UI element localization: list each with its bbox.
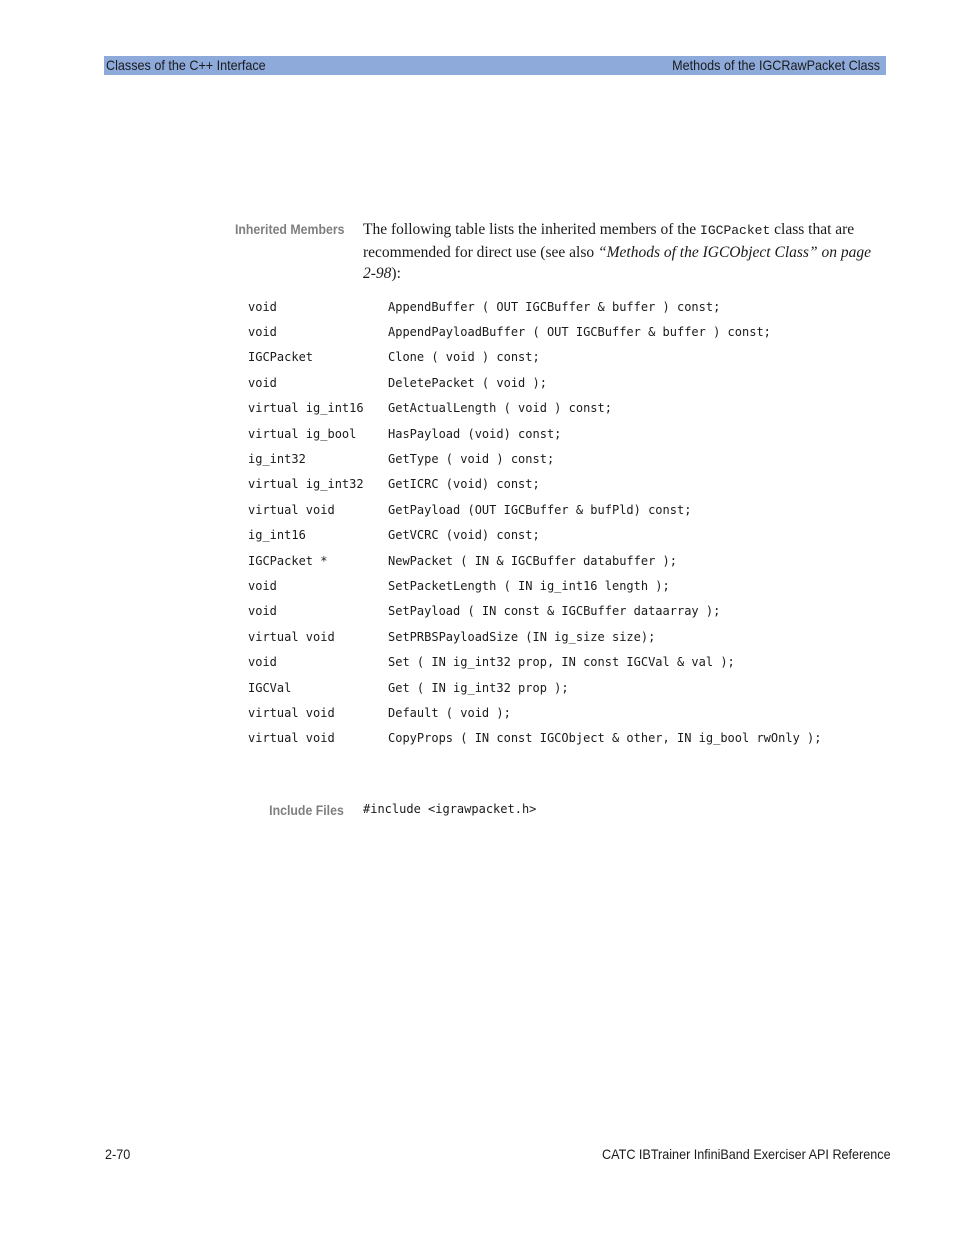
member-return-type: void bbox=[248, 299, 277, 314]
member-return-type: virtual void bbox=[248, 705, 335, 720]
include-directive-code: #include <igrawpacket.h> bbox=[363, 802, 537, 816]
member-signature: Get ( IN ig_int32 prop ); bbox=[388, 680, 569, 695]
member-return-type: IGCVal bbox=[248, 680, 292, 695]
intro-class-code: IGCPacket bbox=[700, 223, 771, 238]
member-return-type: IGCPacket bbox=[248, 350, 314, 365]
member-return-type: void bbox=[248, 325, 277, 340]
member-return-type: void bbox=[248, 578, 277, 593]
member-return-type: virtual ig_bool bbox=[248, 426, 357, 441]
member-signature: AppendBuffer ( OUT IGCBuffer & buffer ) const; bbox=[388, 299, 721, 314]
member-signature: SetPayload ( IN const & IGCBuffer dataarray ); bbox=[388, 604, 721, 619]
member-row bbox=[248, 700, 821, 725]
member-signature: CopyProps ( IN const IGCObject & other, IN ig_bool rwOnly ); bbox=[388, 731, 822, 746]
inherited-members-list bbox=[248, 294, 821, 751]
member-row bbox=[248, 396, 821, 421]
member-row bbox=[248, 599, 821, 624]
member-signature: AppendPayloadBuffer ( OUT IGCBuffer & buffer ) const; bbox=[388, 325, 771, 340]
member-signature: Clone ( void ) const; bbox=[388, 350, 540, 365]
inherited-members-intro bbox=[363, 219, 873, 285]
member-signature: GetActualLength ( void ) const; bbox=[388, 401, 612, 416]
member-row bbox=[248, 472, 821, 497]
member-signature: SetPacketLength ( IN ig_int16 length ); bbox=[388, 578, 670, 593]
member-return-type: void bbox=[248, 655, 277, 670]
footer-document-title: CATC IBTrainer InfiniBand Exerciser API Reference bbox=[602, 1146, 891, 1162]
member-row bbox=[248, 446, 821, 471]
member-return-type: virtual ig_int16 bbox=[248, 401, 364, 416]
include-files-label: Include Files bbox=[269, 802, 344, 818]
member-row bbox=[248, 649, 821, 674]
member-row bbox=[248, 548, 821, 573]
header-chapter-title: Classes of the C++ Interface bbox=[106, 57, 266, 73]
page-number: 2-70 bbox=[105, 1146, 131, 1162]
member-return-type: IGCPacket * bbox=[248, 553, 328, 568]
member-signature: DeletePacket ( void ); bbox=[388, 375, 547, 390]
member-return-type: virtual void bbox=[248, 731, 335, 746]
member-return-type: void bbox=[248, 375, 277, 390]
member-return-type: virtual ig_int32 bbox=[248, 477, 364, 492]
intro-text-middle: class that are recommended for direct use (see also bbox=[363, 221, 855, 261]
member-return-type: virtual void bbox=[248, 629, 335, 644]
page-header-bar bbox=[104, 56, 886, 75]
member-signature: GetICRC (void) const; bbox=[388, 477, 540, 492]
member-signature: HasPayload (void) const; bbox=[388, 426, 562, 441]
member-row bbox=[248, 726, 821, 751]
member-return-type: virtual void bbox=[248, 502, 335, 517]
member-row bbox=[248, 370, 821, 395]
member-signature: GetPayload (OUT IGCBuffer & bufPld) const; bbox=[388, 502, 692, 517]
member-row bbox=[248, 523, 821, 548]
member-signature: GetType ( void ) const; bbox=[388, 452, 555, 467]
member-signature: NewPacket ( IN & IGCBuffer databuffer ); bbox=[388, 553, 677, 568]
member-signature: Default ( void ); bbox=[388, 705, 511, 720]
member-return-type: void bbox=[248, 604, 277, 619]
inherited-members-label: Inherited Members bbox=[234, 221, 344, 237]
member-row bbox=[248, 624, 821, 649]
intro-text-after: ): bbox=[391, 265, 401, 282]
member-row bbox=[248, 573, 821, 598]
member-row bbox=[248, 497, 821, 522]
member-return-type: ig_int16 bbox=[248, 528, 306, 543]
member-signature: Set ( IN ig_int32 prop, IN const IGCVal & val ); bbox=[388, 655, 735, 670]
header-section-title: Methods of the IGCRawPacket Class bbox=[672, 57, 880, 73]
member-row bbox=[248, 294, 821, 319]
member-row bbox=[248, 675, 821, 700]
cross-reference-link[interactable]: “Methods of the IGCObject Class” on page 2-98 bbox=[363, 243, 871, 282]
intro-text-before: The following table lists the inherited members of the bbox=[363, 221, 701, 238]
member-signature: GetVCRC (void) const; bbox=[388, 528, 540, 543]
member-row bbox=[248, 421, 821, 446]
member-row bbox=[248, 345, 821, 370]
member-return-type: ig_int32 bbox=[248, 452, 306, 467]
member-signature: SetPRBSPayloadSize (IN ig_size size); bbox=[388, 629, 656, 644]
member-row bbox=[248, 319, 821, 344]
